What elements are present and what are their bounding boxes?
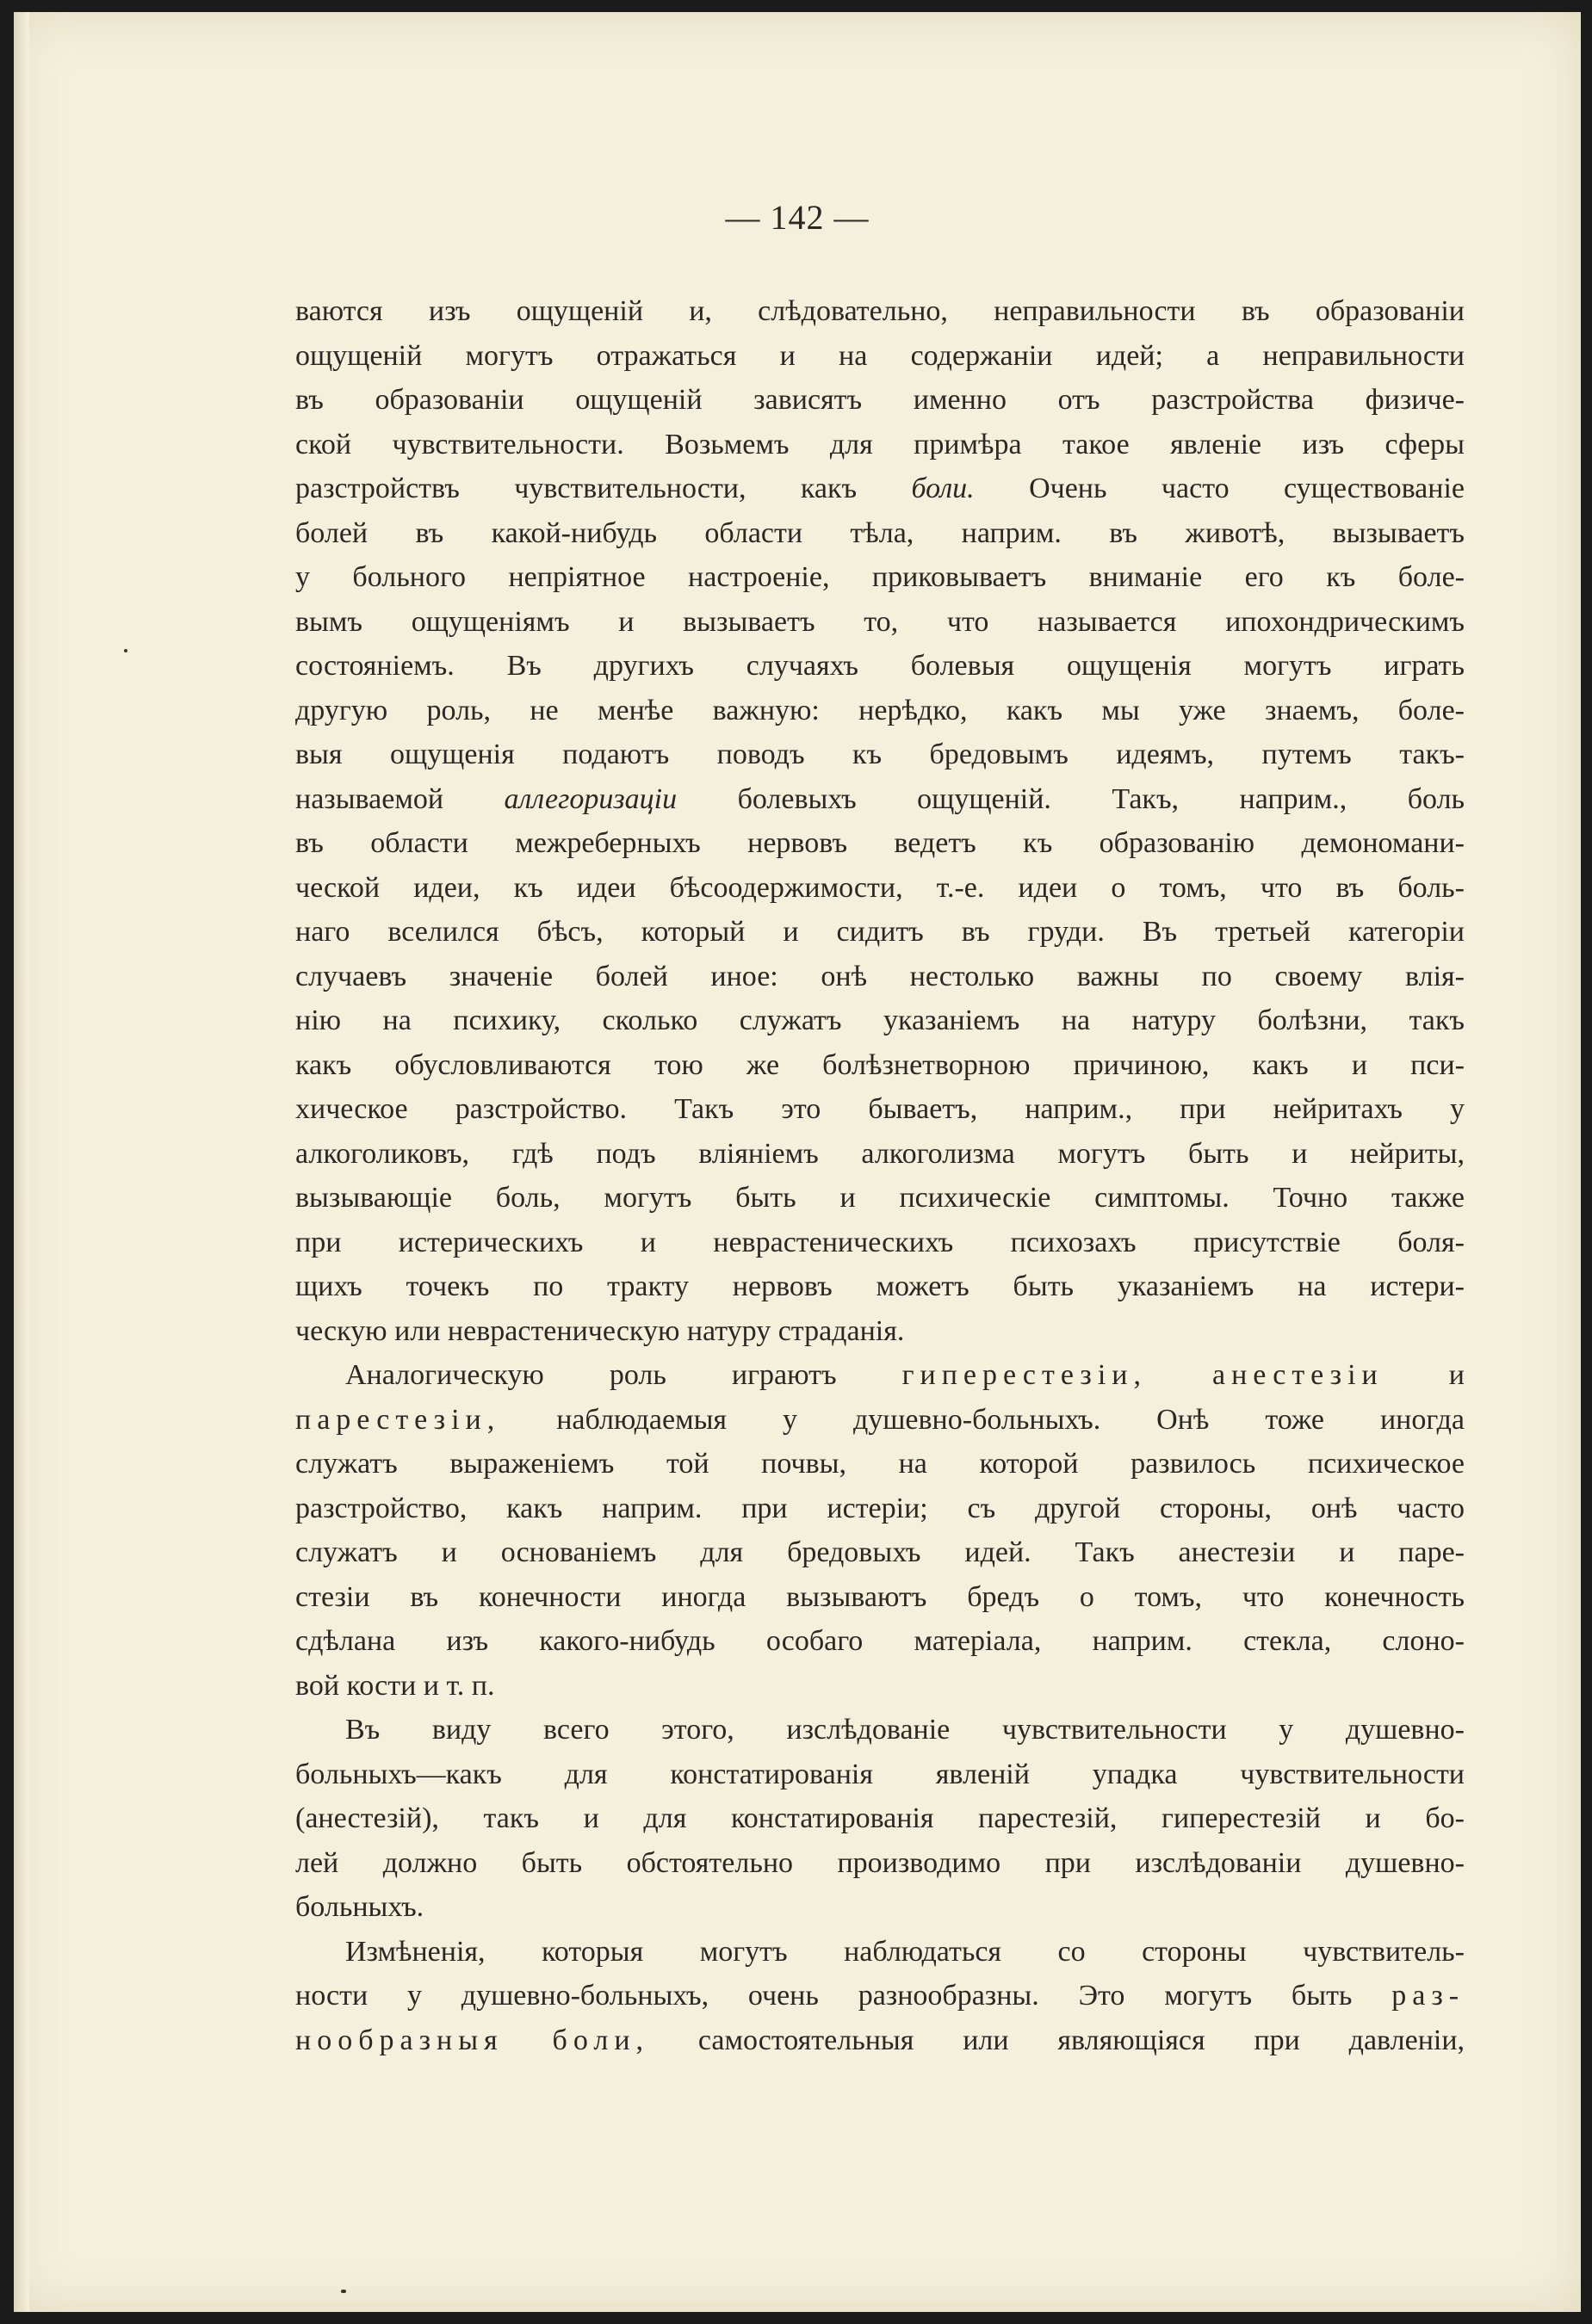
spaced-term: нообразныя	[295, 2024, 504, 2056]
text-line: разстройство, какъ наприм. при истерiи; съ другой стороны, онѣ часто	[295, 1492, 1465, 1524]
text-line: другую роль, не менѣе важную: нерѣдко, какъ мы уже знаемъ, боле-	[295, 694, 1465, 726]
text-line: состоянiемъ. Въ другихъ случаяхъ болевыя ощущенiя могутъ играть	[295, 650, 1465, 682]
text-line: выя ощущенiя подаютъ поводъ къ бредовымъ идеямъ, путемъ такъ-	[295, 739, 1465, 770]
print-speck	[341, 2290, 346, 2293]
book-page	[14, 12, 1581, 2312]
text-line: въ образованiи ощущенiй зависятъ именно отъ разстройства физиче-	[295, 384, 1465, 416]
text-line: нiю на психику, сколько служатъ указанiемъ на натуру болѣзни, такъ	[295, 1004, 1465, 1036]
text-line: случаевъ значенiе болей иное: онѣ нестолько важны по своему влiя-	[295, 960, 1465, 992]
text-line: ческую или неврастеническую натуру страданiя.	[295, 1314, 905, 1347]
text-line: ческой идеи, къ идеи бѣсоодержимости, т.-е. идеи о томъ, что въ боль-	[295, 871, 1465, 904]
text-line: щихъ точекъ по тракту нервовъ можетъ быть указанiемъ на истери-	[295, 1270, 1465, 1302]
page-number: — 142 —	[725, 198, 870, 237]
text-line: болей въ какой-нибудь области тѣла, наприм. въ животѣ, вызываетъ	[295, 516, 1465, 549]
text-line: больныхъ.	[295, 1891, 424, 1923]
spaced-term: боли,	[552, 2024, 650, 2056]
text-line: (анестезiй), такъ и для констатированiя парестезiй, гиперестезiй и бо-	[295, 1802, 1465, 1834]
text-line: Измѣненiя, которыя могутъ наблюдаться со стороны чувствитель-	[345, 1935, 1465, 1968]
text-line: сдѣлана изъ какого-нибудь особаго матерiала, наприм. стекла, слоно-	[295, 1625, 1465, 1657]
text-line: хическое разстройство. Такъ это бываетъ, наприм., при нейритахъ у	[295, 1093, 1465, 1125]
text-line: лей должно быть обстоятельно производимо при изслѣдованiи душевно-	[295, 1846, 1465, 1879]
text-line: служатъ выраженiемъ той почвы, на которой развилось психическое	[295, 1448, 1465, 1480]
text-line: у больного непрiятное настроенiе, приковываетъ вниманiе его къ боле-	[295, 561, 1465, 593]
page-binding-edge	[14, 12, 29, 2312]
italic-term: аллегоризацiи	[504, 782, 678, 815]
text-line: вызывающiе боль, могутъ быть и психическiе симптомы. Точно также	[295, 1182, 1465, 1214]
text-line-with-emphasis: разстройствъ чувствительности, какъ боли. Очень часто существованiе	[295, 473, 1465, 504]
text-line: наго вселился бѣсъ, который и сидитъ въ груди. Въ третьей категорiи	[295, 916, 1465, 948]
text-line: при истерическихъ и неврастеническихъ психозахъ присутствiе боля-	[295, 1226, 1465, 1258]
text-line: въ области межреберныхъ нервовъ ведетъ къ образованiю демономани-	[295, 827, 1465, 859]
text-line: вой кости и т. п.	[295, 1669, 495, 1702]
text-line-with-spacing: Аналогическую роль играютъ гиперестезiи, анестезiи и	[345, 1359, 1465, 1391]
text-line: Въ виду всего этого, изслѣдованiе чувствительности у душевно-	[345, 1714, 1465, 1746]
spaced-term: анестезiи	[1212, 1359, 1384, 1391]
text-line-with-emphasis: называемой аллегоризацiи болевыхъ ощущенiй. Такъ, наприм., боль	[295, 782, 1465, 815]
text-line: ваются изъ ощущенiй и, слѣдовательно, неправильности въ образованiи	[295, 295, 1465, 327]
print-speck	[124, 649, 127, 652]
spaced-term: раз-	[1391, 1980, 1465, 2012]
text-line: служатъ и основанiемъ для бредовыхъ идей. Такъ анестезiи и паре-	[295, 1536, 1465, 1568]
text-line-with-spacing: нообразныя боли, самостоятельныя или являющiяся при давленiи,	[295, 2024, 1465, 2056]
text-line: какъ обусловливаются тою же болѣзнетворною причиною, какъ и пси-	[295, 1048, 1465, 1081]
text-line-with-spacing: парестезiи, наблюдаемыя у душевно-больныхъ. Онѣ тоже иногда	[295, 1403, 1465, 1436]
spaced-term: парестезiи,	[295, 1403, 501, 1436]
text-line-with-spacing: ности у душевно-больныхъ, очень разнообразны. Это могутъ быть раз-	[295, 1980, 1465, 2012]
text-line: больныхъ—какъ для констатированiя явленiй упадка чувствительности	[295, 1758, 1465, 1790]
page-body	[295, 289, 1465, 2062]
text-line: стезiи въ конечности иногда вызываютъ бредъ о томъ, что конечность	[295, 1580, 1465, 1613]
text-line: алкоголиковъ, гдѣ подъ влiянiемъ алкоголизма могутъ быть и нейриты,	[295, 1137, 1465, 1170]
text-line: ской чувствительности. Возьмемъ для примѣра такое явленiе изъ сферы	[295, 428, 1465, 460]
text-line: вымъ ощущенiямъ и вызываетъ то, что называется ипохондрическимъ	[295, 605, 1465, 638]
text-line: ощущенiй могутъ отражаться и на содержанiи идей; а неправильности	[295, 339, 1465, 372]
italic-term: боли.	[911, 473, 975, 504]
spaced-term: гиперестезiи,	[901, 1359, 1147, 1391]
